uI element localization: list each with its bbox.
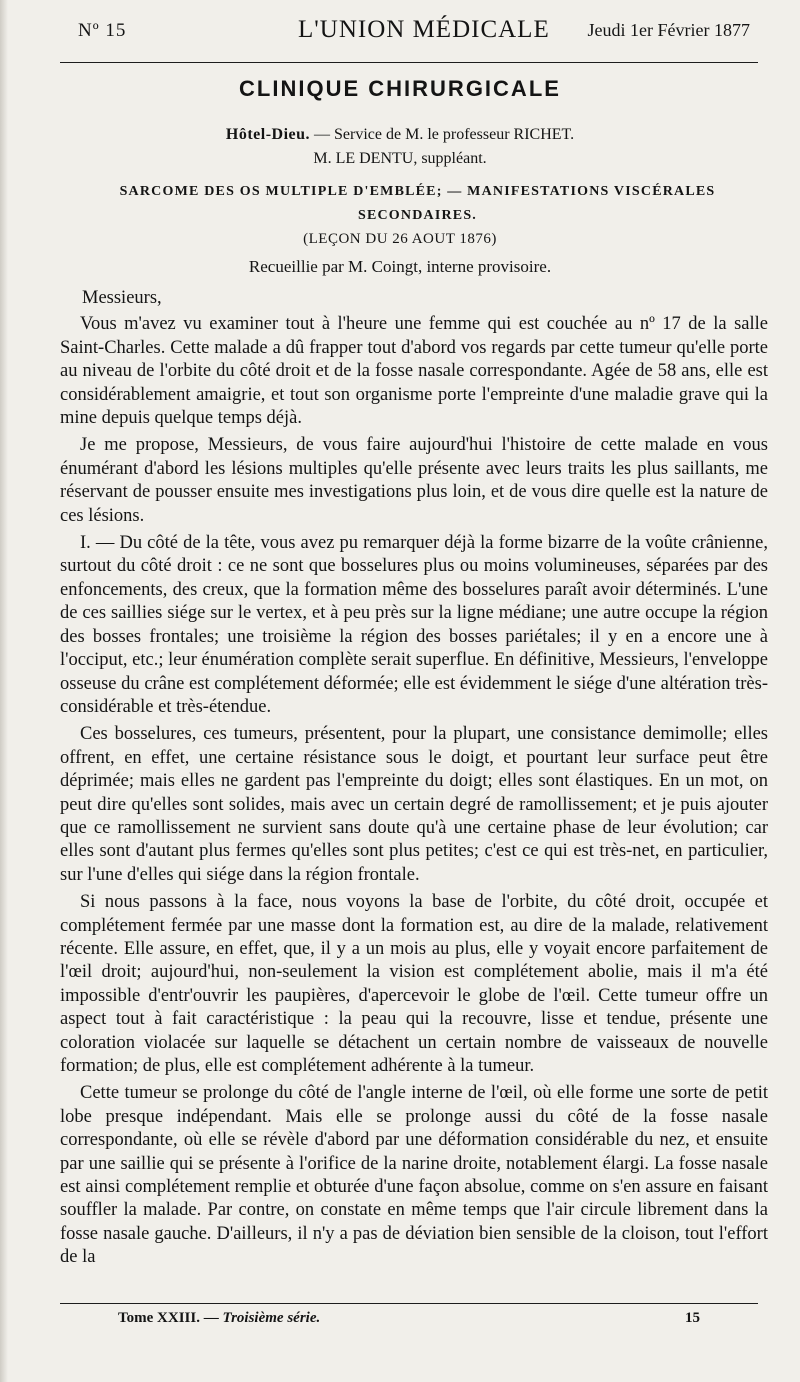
paragraph-2: Je me propose, Messieurs, de vous faire aujourd'hui l'histoire de cette malade en vous énumérant d'abord les lésions multiples qu'elle présente avec leurs traits les plus saillants, me réservant de pousser ensuite mes investigations plus loin, et de vous dire quelle est la nature de ces lésions.	[60, 435, 768, 526]
journal-title: L'UNION MÉDICALE	[298, 16, 550, 43]
header-rule	[60, 62, 758, 63]
running-footer	[0, 1310, 800, 1334]
paragraph-6: Cette tumeur se prolonge du côté de l'angle interne de l'œil, où elle forme une sorte de petit lobe presque indépendant. Mais elle se prolonge aussi du côté de la fosse nasale correspondante, où elle se révèle d'abord par une déformation considérable du nez, et ensuite par une saillie qui se présente à l'orifice de la narine droite, notablement élargi. La fosse nasale est ainsi complétement remplie et obturée d'une façon absolue, comme on s'en assure en faisant souffler la malade. Par contre, on constate en même temps que l'air circule librement dans la fosse nasale gauche. D'ailleurs, il n'y a pas de déviation bien sensible de la cloison, tout l'effort de la	[60, 1083, 768, 1268]
lecture-subject: SARCOME DES OS MULTIPLE D'EMBLÉE; — MANIFESTATIONS VISCÉRALES SECONDAIRES.	[119, 184, 716, 223]
section-title: CLINIQUE CHIRURGICALE	[239, 76, 561, 101]
issue-number: Nº 15	[78, 20, 127, 41]
article-body	[60, 287, 768, 1274]
service-head: — Service de M. le professeur RICHET.	[310, 126, 575, 143]
series-text: Troisième série.	[222, 1310, 321, 1326]
paragraph-4: Ces bosselures, ces tumeurs, présentent, pour la plupart, une consistance demimolle; elles offrent, en effet, une certaine résistance sous le doigt, et pourtant leur surface peut être déprimée; mais elles ne gardent pas l'empreinte du doigt; elles sont élastiques. En un mot, on peut dire qu'elles sont solides, mais avec un certain degré de ramollissement; et je puis ajouter que ce ramollissement ne survient sans doute qu'à une certaine phase de leur évolution; car elles sont d'autant plus fermes qu'elles sont plus petites; c'est ce qui est très-net, en particulier, sur l'une d'elles qui siége dans la région frontale.	[60, 724, 768, 885]
hospital-name: Hôtel-Dieu.	[225, 126, 311, 143]
salutation: Messieurs,	[82, 288, 162, 308]
issue-date: Jeudi 1er Février 1877	[587, 20, 750, 40]
lesson-date: (LEÇON DU 26 AOUT 1876)	[303, 231, 497, 247]
paragraph-1: Vous m'avez vu examiner tout à l'heure une femme qui est couchée au nº 17 de la salle Saint-Charles. Cette malade a dû frapper tout d'abord vos regards par cette tumeur qu'elle porte au niveau de l'orbite du côté droit et de la fosse nasale correspondante. Agée de 58 ans, elle est considérablement amaigrie, et tout son organisme porte l'empreinte d'une maladie grave qui la mine depuis quelque temps déjà.	[60, 314, 768, 429]
paragraph-3: I. — Du côté de la tête, vous avez pu remarquer déjà la forme bizarre de la voûte crânienne, surtout du côté droit : ce ne sont que bosselures plus ou moins volumineuses, séparées par des enfoncements, des creux, que la formation même des bosselures paraît avoir déterminés. L'une de ces saillies siége sur le vertex, et à peu près sur la ligne médiane; une autre occupe la région des bosses frontales; une troisième la région des bosses pariétales; il y en a encore une à l'occiput, etc.; leur énumération complète serait superflue. En définitive, Messieurs, l'enveloppe osseuse du crâne est complétement déformée; elle est évidemment le siége d'une altération très-considérable et très-étendue.	[60, 533, 768, 717]
paragraph-5: Si nous passons à la face, nous voyons la base de l'orbite, du côté droit, occupée et complétement fermée par une masse dont la formation est, au dire de la malade, relativement récente. Elle assure, en effet, que, il y a un mois au plus, elle y voyait encore parfaitement de l'œil droit; aujourd'hui, non-seulement la vision est complétement abolie, mais il m'a été impossible d'entr'ouvrir les paupières, d'apercevoir le globe de l'œil. Cette tumeur offre un aspect tout à fait caractéristique : la peau qui la recouvre, lisse et tendue, présente une coloration violacée sur laquelle se détachent un certain nombre de vaisseaux de nouvelle formation; de plus, elle est complétement adhérente à la tumeur.	[60, 892, 768, 1076]
collected-by: Recueillie par M. Coingt, interne provisoire.	[248, 257, 552, 276]
running-header	[78, 16, 750, 50]
footer-rule	[60, 1303, 758, 1304]
volume-label	[118, 1310, 320, 1327]
page-number: 15	[685, 1310, 700, 1326]
page-edge-shadow	[0, 0, 8, 1382]
substitute-line: M. LE DENTU, suppléant.	[313, 150, 487, 167]
volume-text: Tome XXIII. —	[118, 1310, 223, 1326]
service-line	[0, 126, 800, 144]
